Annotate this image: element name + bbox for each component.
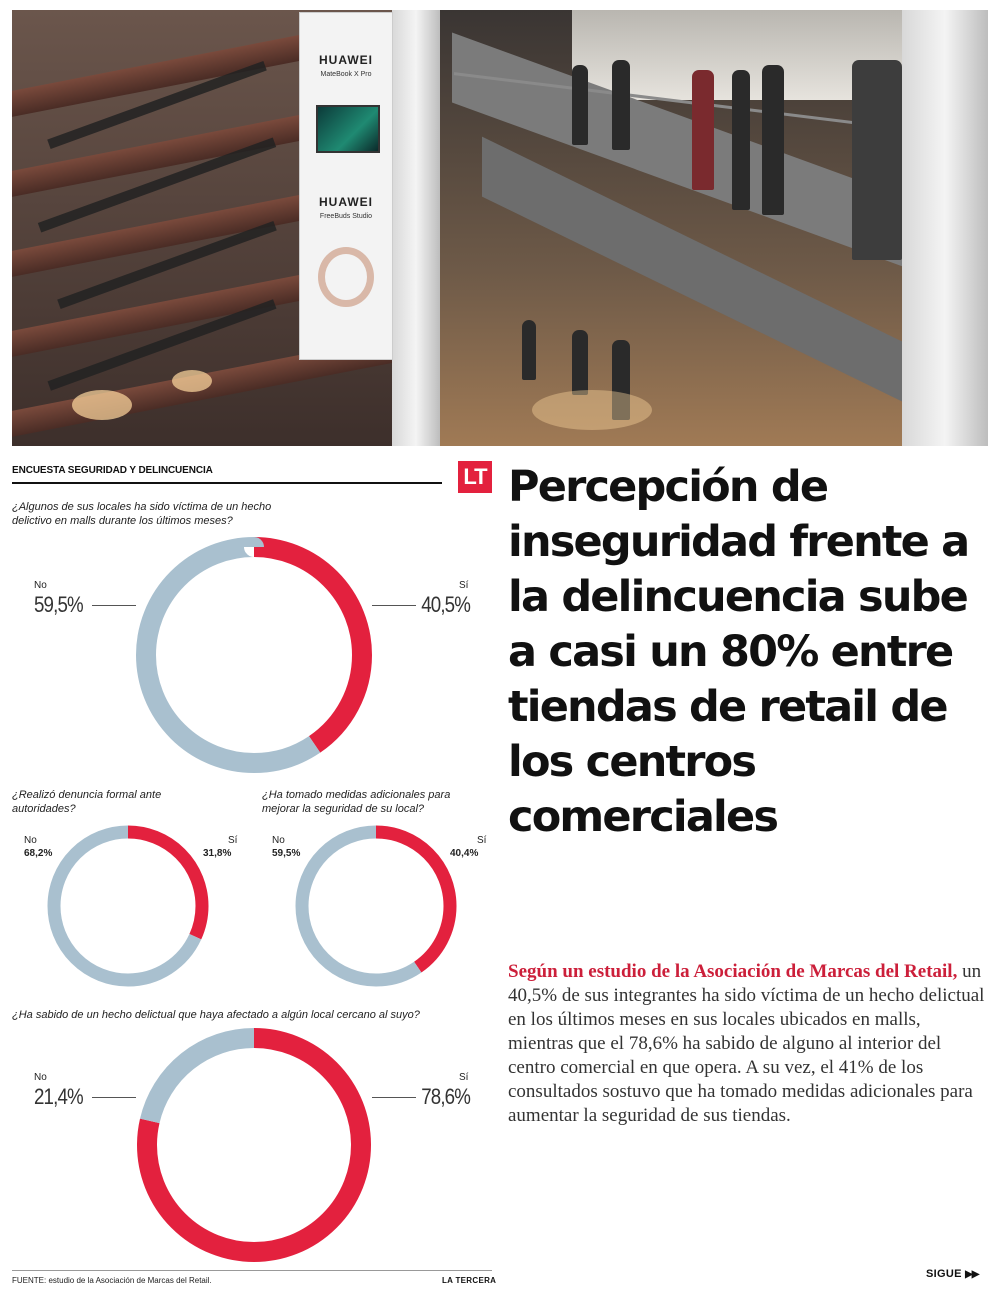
chart-3-question: ¿Ha tomado medidas adicionales para mejorar la seguridad de su local?: [262, 789, 451, 815]
kicker-rule: [12, 482, 442, 484]
hero-photo: [12, 10, 988, 446]
lead-paragraph: [508, 960, 986, 1128]
la-tercera-logo: LT: [458, 461, 492, 493]
chart-4-si-leader: [372, 1097, 416, 1098]
chart-2-no-value: 68,2%: [24, 848, 53, 859]
chart-4-question: ¿Ha sabido de un hecho delictual que haya afectado a algún local cercano al suyo?: [12, 1009, 420, 1021]
chart-2-no-label: No: [24, 835, 37, 846]
headline: Percepción de inseguridad frente a la delincuencia sube a casi un 80% entre tiendas de retail de los centros comerciales: [508, 462, 969, 842]
banner-brand-bottom: HUAWEI: [319, 195, 373, 209]
chart-4-no-value: 21,4%: [34, 1084, 83, 1109]
chart-4-no-label: No: [34, 1072, 47, 1083]
chart-4-donut: [0, 0, 1, 1]
chart-3-no-label: No: [272, 835, 285, 846]
chart-4-no-leader: [92, 1097, 136, 1098]
chart-3-si-value: 40,4%: [450, 848, 479, 859]
chart-2-question: ¿Realizó denuncia formal ante autoridades?: [12, 789, 162, 815]
chart-1-no-leader: [92, 605, 136, 606]
chart-4-si-value: 78,6%: [421, 1084, 470, 1109]
laptop-image: [316, 105, 380, 153]
banner-brand-top: HUAWEI: [319, 53, 373, 67]
chart-3-si-label: Sí: [477, 835, 487, 846]
chart-1-no-label: No: [34, 580, 47, 591]
survey-kicker: ENCUESTA SEGURIDAD Y DELINCUENCIA: [12, 465, 213, 476]
chart-1-si-label: Sí: [459, 580, 469, 591]
lead-body: un 40,5% de sus integrantes ha sido víctima de un hecho delictual en los últimos meses en sus locales ubicados en malls, mientras que el 78,6% ha sabido de alguno al interior del centro comercial en que opera. A su vez, el 41% de los consultados sostuvo que ha tomado medidas adicionales para aumentar la seguridad de sus tiendas.: [508, 961, 985, 1126]
chart-4-si-label: Sí: [459, 1072, 469, 1083]
chart-1-si-leader: [372, 605, 416, 606]
credit: LA TERCERA: [442, 1276, 497, 1285]
chart-1-no-value: 59,5%: [34, 592, 83, 617]
chart-1-question: ¿Algunos de sus locales ha sido víctima de un hecho delictivo en malls durante los últimos meses?: [12, 501, 272, 527]
continue-arrows-icon: ▶▶: [965, 1269, 979, 1280]
chart-2-si-label: Sí: [228, 835, 238, 846]
banner-product-top: MateBook X Pro: [320, 71, 372, 78]
source-note: FUENTE: estudio de la Asociación de Marcas del Retail.: [12, 1276, 212, 1285]
chart-1-si-value: 40,5%: [421, 592, 470, 617]
headphones-image: [318, 247, 374, 307]
source-rule: [12, 1270, 492, 1271]
continue-link[interactable]: [926, 1268, 978, 1280]
chart-2-si-value: 31,8%: [203, 848, 232, 859]
chart-3-no-value: 59,5%: [272, 848, 301, 859]
banner-product-bottom: FreeBuds Studio: [319, 213, 373, 220]
huawei-banner: [299, 12, 393, 360]
lead-highlight: Según un estudio de la Asociación de Marcas del Retail,: [508, 961, 958, 982]
continue-label: SIGUE: [926, 1268, 962, 1280]
